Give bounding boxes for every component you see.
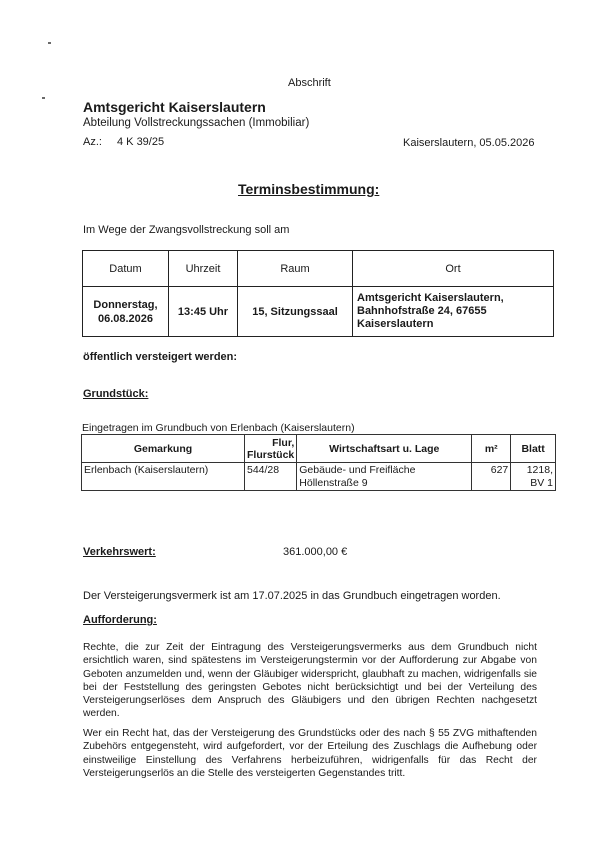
copy-mark: Abschrift [288,77,331,89]
header-flur: Flur, [272,436,295,449]
case-number-label: Az.: [83,136,102,148]
appointment-date [83,287,169,337]
cell-wirtschaftsart [297,463,472,491]
intro-text: Im Wege der Zwangsvollstreckung soll am [83,224,290,236]
place-date: Kaiserslautern, 05.05.2026 [403,137,535,149]
cell-flurstueck: 544/28 [245,463,297,491]
land-register-intro: Eingetragen im Grundbuch von Erlenbach (Kaiserslautern) [82,422,355,434]
column-header-time: Uhrzeit [169,251,238,287]
blatt-line-1: 1218, [526,464,553,476]
paragraph-rights-registration: Rechte, die zur Zeit der Eintragung des Versteigerungsvermerks aus dem Grundbuch nicht ersichtlich waren, sind spätestens im Versteigerungstermin vor der Aufforderung zur Abgabe von Geboten anzumelden und, wenn der Gläubiger widerspricht, glaubhaft zu machen, widrigenfalls sie bei der Feststellung des geringsten Gebotes nicht berücksichtigt und bei der Verteilung des Versteigerungserlöses dem Anspruch des Gläubigers und den übrigen Rechten nachgesetzt werden. [83,642,537,720]
date-weekday: Donnerstag, [93,298,158,311]
paragraph-opposing-rights: Wer ein Recht hat, das der Versteigerung des Grundstücks oder des nach § 55 ZVG mithaftenden Zubehörs entgegensteht, wird aufgefordert, vor der Erteilung des Zuschlags die Aufhebung oder einstweilige Einstellung des Verfahrens herbeizuführen, widrigenfalls für das Recht der Versteigerungserlös an die Stelle des versteigerten Gegenstandes tritt. [83,728,537,779]
appointment-time: 13:45 Uhr [169,287,238,337]
cell-area: 627 [472,463,511,491]
market-value: 361.000,00 € [283,546,348,558]
registration-note: Der Versteigerungsvermerk ist am 17.07.2025 in das Grundbuch eingetragen worden. [83,590,501,602]
header-wirtschaftsart: Wirtschaftsart u. Lage [297,435,472,463]
request-heading: Aufforderung: [83,614,157,626]
header-flurstueck [245,435,297,463]
document-title: Terminsbestimmung: [238,181,380,197]
place-line-3: Kaiserslautern [357,318,434,330]
scan-speck [42,97,45,99]
appointment-room: 15, Sitzungssaal [238,287,353,337]
column-header-date: Datum [83,251,169,287]
wirtschaftsart-line-2: Höllenstraße 9 [299,476,368,489]
market-value-label: Verkehrswert: [83,546,156,558]
court-name: Amtsgericht Kaiserslautern [83,99,266,115]
property-heading: Grundstück: [83,388,149,400]
place-line-1: Amtsgericht Kaiserslautern, [357,292,504,304]
land-register-table [81,434,556,491]
header-flurstueck-label: Flurstück [247,448,295,461]
appointment-place [353,287,554,337]
wirtschaftsart-line-1: Gebäude- und Freifläche [299,464,416,476]
case-number: 4 K 39/25 [117,136,165,148]
cell-blatt [511,463,556,491]
header-area: m² [472,435,511,463]
blatt-line-2: BV 1 [530,476,553,489]
date-value: 06.08.2026 [97,312,154,325]
court-department: Abteilung Vollstreckungssachen (Immobiliar) [83,117,310,129]
auction-text: öffentlich versteigert werden: [83,351,238,363]
appointment-table [82,250,554,337]
scan-speck [48,42,51,44]
column-header-room: Raum [238,251,353,287]
cell-gemarkung: Erlenbach (Kaiserslautern) [82,463,245,491]
header-blatt: Blatt [511,435,556,463]
place-line-2: Bahnhofstraße 24, 67655 [357,305,487,317]
header-gemarkung: Gemarkung [82,435,245,463]
column-header-place: Ort [353,251,554,287]
